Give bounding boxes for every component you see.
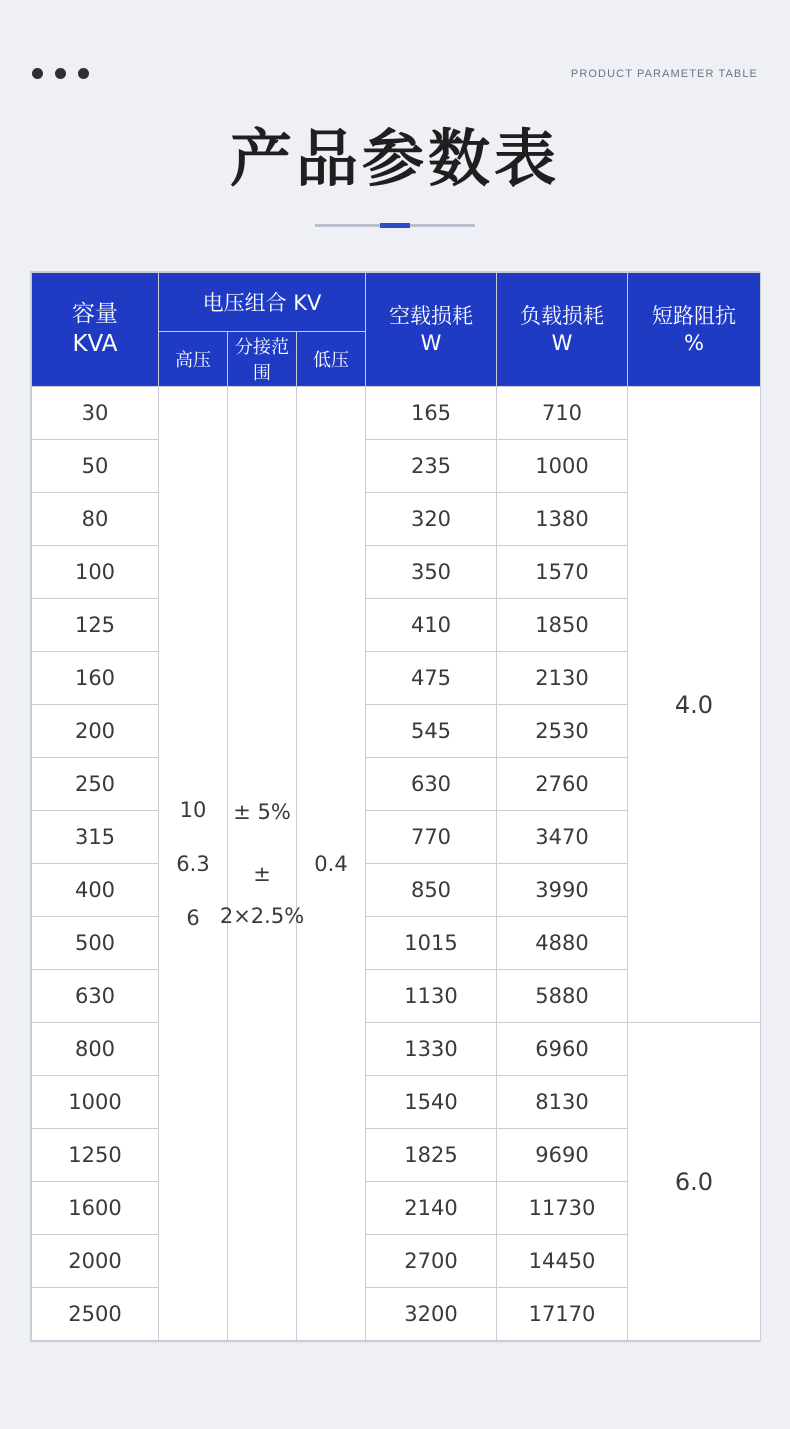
header-impedance-line2: % xyxy=(684,330,704,355)
tap-value: ± 2×2.5% xyxy=(219,861,305,928)
cell-no-load-loss: 3200 xyxy=(366,1288,497,1341)
cell-load-loss: 1380 xyxy=(497,493,628,546)
dot-icon xyxy=(55,68,66,79)
cell-no-load-loss: 410 xyxy=(366,599,497,652)
cell-capacity: 1250 xyxy=(32,1129,159,1182)
header-load-loss-line1: 负载损耗 xyxy=(520,303,604,328)
cell-load-loss: 710 xyxy=(497,387,628,440)
cell-capacity: 500 xyxy=(32,917,159,970)
cell-load-loss: 14450 xyxy=(497,1235,628,1288)
hv-value: 10 xyxy=(179,797,207,822)
cell-capacity: 630 xyxy=(32,970,159,1023)
cell-no-load-loss: 1825 xyxy=(366,1129,497,1182)
dot-icon xyxy=(78,68,89,79)
cell-load-loss: 5880 xyxy=(497,970,628,1023)
hv-value: 6.3 xyxy=(176,851,210,876)
cell-tap-range-merged xyxy=(219,387,305,1341)
cell-impedance-group-1: 4.0 xyxy=(628,387,761,1023)
cell-no-load-loss: 850 xyxy=(366,864,497,917)
dot-icon xyxy=(32,68,43,79)
cell-hv-merged xyxy=(159,387,228,1341)
cell-no-load-loss: 235 xyxy=(366,440,497,493)
cell-no-load-loss: 1130 xyxy=(366,970,497,1023)
cell-capacity: 50 xyxy=(32,440,159,493)
cell-load-loss: 1000 xyxy=(497,440,628,493)
cell-impedance-group-2: 6.0 xyxy=(628,1023,761,1341)
cell-no-load-loss: 630 xyxy=(366,758,497,811)
eyebrow-text: PRODUCT PARAMETER TABLE xyxy=(570,68,758,80)
parameter-table xyxy=(31,272,761,1341)
cell-load-loss: 17170 xyxy=(497,1288,628,1341)
cell-no-load-loss: 2700 xyxy=(366,1235,497,1288)
cell-no-load-loss: 1330 xyxy=(366,1023,497,1076)
cell-lv-merged: 0.4 xyxy=(297,387,366,1341)
cell-capacity: 2000 xyxy=(32,1235,159,1288)
cell-load-loss: 1570 xyxy=(497,546,628,599)
header-lv: 低压 xyxy=(297,332,366,387)
table-row xyxy=(32,1023,761,1076)
cell-capacity: 160 xyxy=(32,652,159,705)
cell-no-load-loss: 1540 xyxy=(366,1076,497,1129)
cell-no-load-loss: 350 xyxy=(366,546,497,599)
cell-capacity: 400 xyxy=(32,864,159,917)
cell-load-loss: 3990 xyxy=(497,864,628,917)
header-impedance xyxy=(628,273,761,387)
cell-capacity: 80 xyxy=(32,493,159,546)
cell-capacity: 125 xyxy=(32,599,159,652)
cell-load-loss: 4880 xyxy=(497,917,628,970)
page-title: 产品参数表 xyxy=(229,122,560,195)
cell-no-load-loss: 165 xyxy=(366,387,497,440)
header-load-loss-line2: W xyxy=(551,330,573,355)
header-no-load-loss-line1: 空载损耗 xyxy=(389,303,473,328)
header-no-load-loss-line2: W xyxy=(420,330,442,355)
cell-capacity: 100 xyxy=(32,546,159,599)
hv-value: 6 xyxy=(186,905,200,930)
cell-no-load-loss: 475 xyxy=(366,652,497,705)
header-impedance-line1: 短路阻抗 xyxy=(652,303,736,328)
header-tap-range: 分接范围 xyxy=(228,332,297,387)
table-row xyxy=(32,387,761,440)
cell-no-load-loss: 2140 xyxy=(366,1182,497,1235)
cell-capacity: 200 xyxy=(32,705,159,758)
cell-no-load-loss: 545 xyxy=(366,705,497,758)
tap-value: ± 5% xyxy=(233,799,291,824)
table-head xyxy=(32,273,761,387)
cell-capacity: 800 xyxy=(32,1023,159,1076)
cell-load-loss: 8130 xyxy=(497,1076,628,1129)
cell-load-loss: 11730 xyxy=(497,1182,628,1235)
header-hv: 高压 xyxy=(159,332,228,387)
table-header-row-1 xyxy=(32,273,761,332)
footer-spacer xyxy=(0,1342,790,1382)
cell-load-loss: 2530 xyxy=(497,705,628,758)
cell-capacity: 1000 xyxy=(32,1076,159,1129)
decorative-dots xyxy=(32,68,89,79)
title-divider xyxy=(315,224,475,227)
header-capacity xyxy=(32,273,159,387)
header-capacity-line2: KVA xyxy=(72,330,118,357)
parameter-table-wrapper xyxy=(30,271,760,1342)
cell-no-load-loss: 770 xyxy=(366,811,497,864)
title-block xyxy=(0,122,790,227)
cell-load-loss: 3470 xyxy=(497,811,628,864)
cell-load-loss: 9690 xyxy=(497,1129,628,1182)
header-no-load-loss xyxy=(366,273,497,387)
cell-no-load-loss: 1015 xyxy=(366,917,497,970)
cell-load-loss: 2130 xyxy=(497,652,628,705)
header-load-loss xyxy=(497,273,628,387)
cell-no-load-loss: 320 xyxy=(366,493,497,546)
cell-capacity: 250 xyxy=(32,758,159,811)
cell-capacity: 1600 xyxy=(32,1182,159,1235)
cell-load-loss: 2760 xyxy=(497,758,628,811)
cell-capacity: 30 xyxy=(32,387,159,440)
header-voltage-group: 电压组合 KV xyxy=(159,273,366,332)
table-body xyxy=(32,387,761,1341)
cell-load-loss: 6960 xyxy=(497,1023,628,1076)
cell-capacity: 2500 xyxy=(32,1288,159,1341)
page-header xyxy=(0,0,790,110)
cell-load-loss: 1850 xyxy=(497,599,628,652)
cell-capacity: 315 xyxy=(32,811,159,864)
header-capacity-line1: 容量 xyxy=(72,301,118,328)
